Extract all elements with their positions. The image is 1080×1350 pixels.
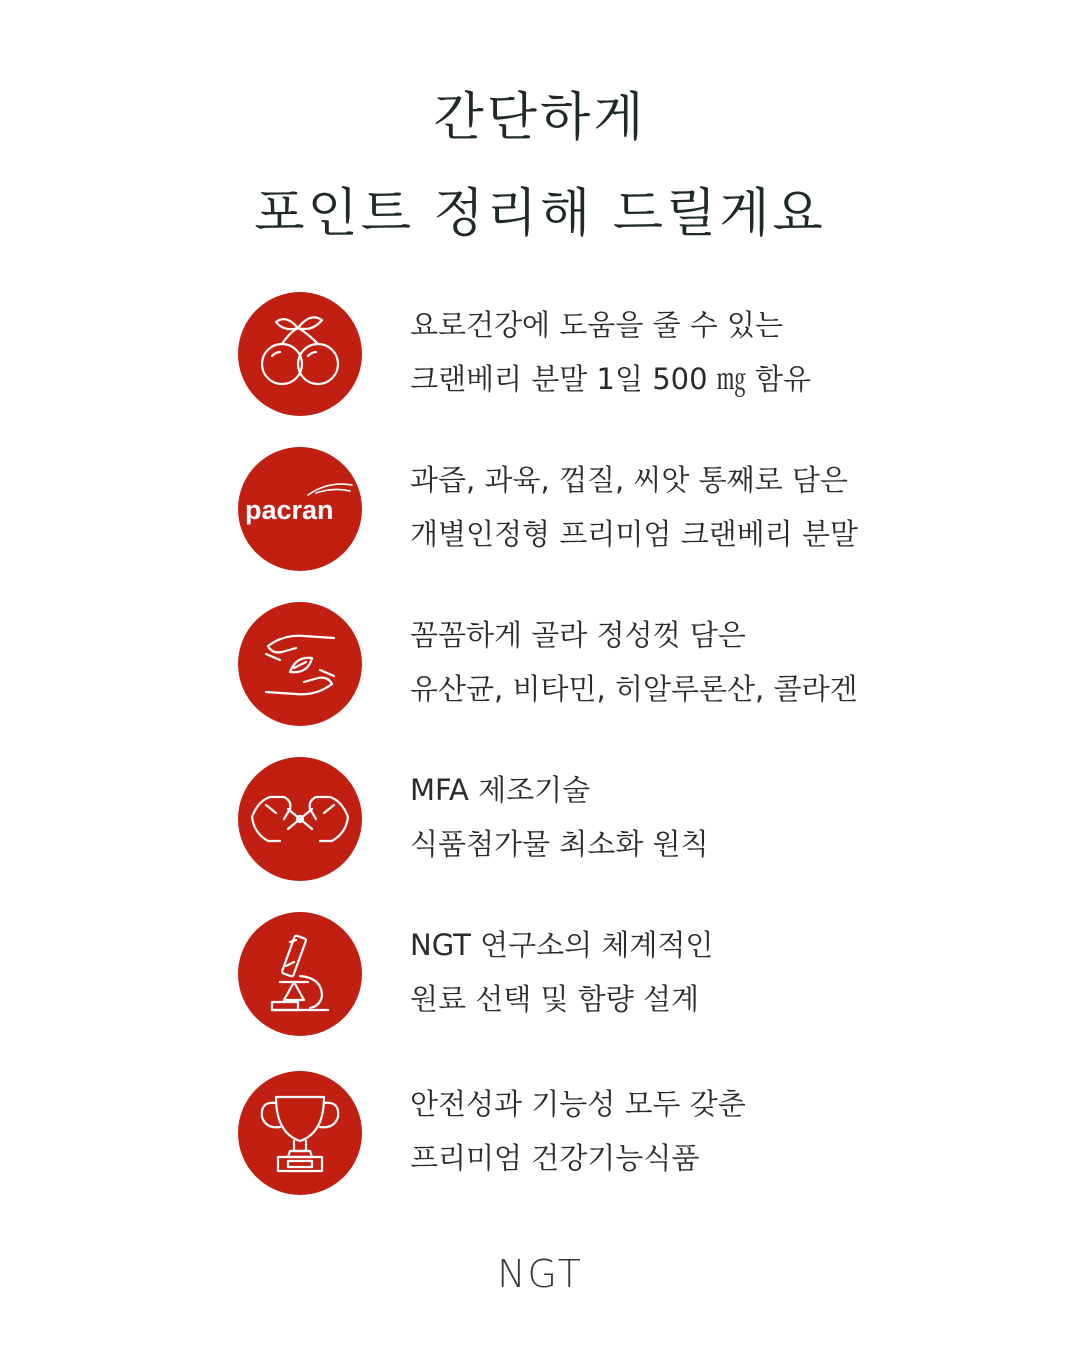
point-text-line-1: NGT 연구소의 체계적인 (410, 928, 714, 962)
point-text-line-1: MFA 제조기술 (410, 773, 591, 807)
point-text-line-1: 과즙, 과육, 껍질, 씨앗 통째로 담은 (410, 463, 848, 497)
pacran-logo-icon: pacran (245, 495, 334, 525)
headline-line-2: 포인트 정리해 드릴게요 (254, 184, 826, 244)
microscope-icon (238, 912, 362, 1036)
headline-line-1: 간단하게 (433, 88, 647, 148)
point-badge (238, 602, 362, 726)
point-badge (238, 447, 362, 571)
point-text-line-2: 프리미엄 건강기능식품 (410, 1141, 700, 1175)
point-item-6 (238, 1071, 878, 1195)
point-item-4 (238, 757, 878, 881)
pinky-promise-icon (238, 757, 362, 881)
point-item-1 (238, 292, 878, 416)
point-text-line-2: 개별인정형 프리미엄 크랜베리 분말 (410, 517, 858, 551)
point-text-line-2: 크랜베리 분말 1일 500 ㎎ 함유 (410, 362, 812, 396)
point-text-line-1: 꼼꼼하게 골라 정성껏 담은 (410, 618, 746, 652)
point-text-line-2: 식품첨가물 최소화 원칙 (410, 827, 709, 861)
point-badge (238, 912, 362, 1036)
cranberry-icon (238, 292, 362, 416)
point-badge (238, 292, 362, 416)
hands-leaf-icon (238, 602, 362, 726)
point-item-2 (238, 447, 878, 571)
ngt-logo: NGT (497, 1252, 583, 1296)
point-text-line-2: 원료 선택 및 함량 설계 (410, 982, 699, 1016)
point-item-3 (238, 602, 878, 726)
point-badge (238, 1071, 362, 1195)
point-text-line-1: 안전성과 기능성 모두 갖춘 (410, 1087, 746, 1121)
point-item-5 (238, 912, 878, 1036)
point-text-line-1: 요로건강에 도움을 줄 수 있는 (410, 308, 784, 342)
point-badge (238, 757, 362, 881)
headline (0, 70, 1080, 262)
trophy-icon (238, 1071, 362, 1195)
point-text-line-2: 유산균, 비타민, 히알루론산, 콜라겐 (410, 672, 858, 706)
